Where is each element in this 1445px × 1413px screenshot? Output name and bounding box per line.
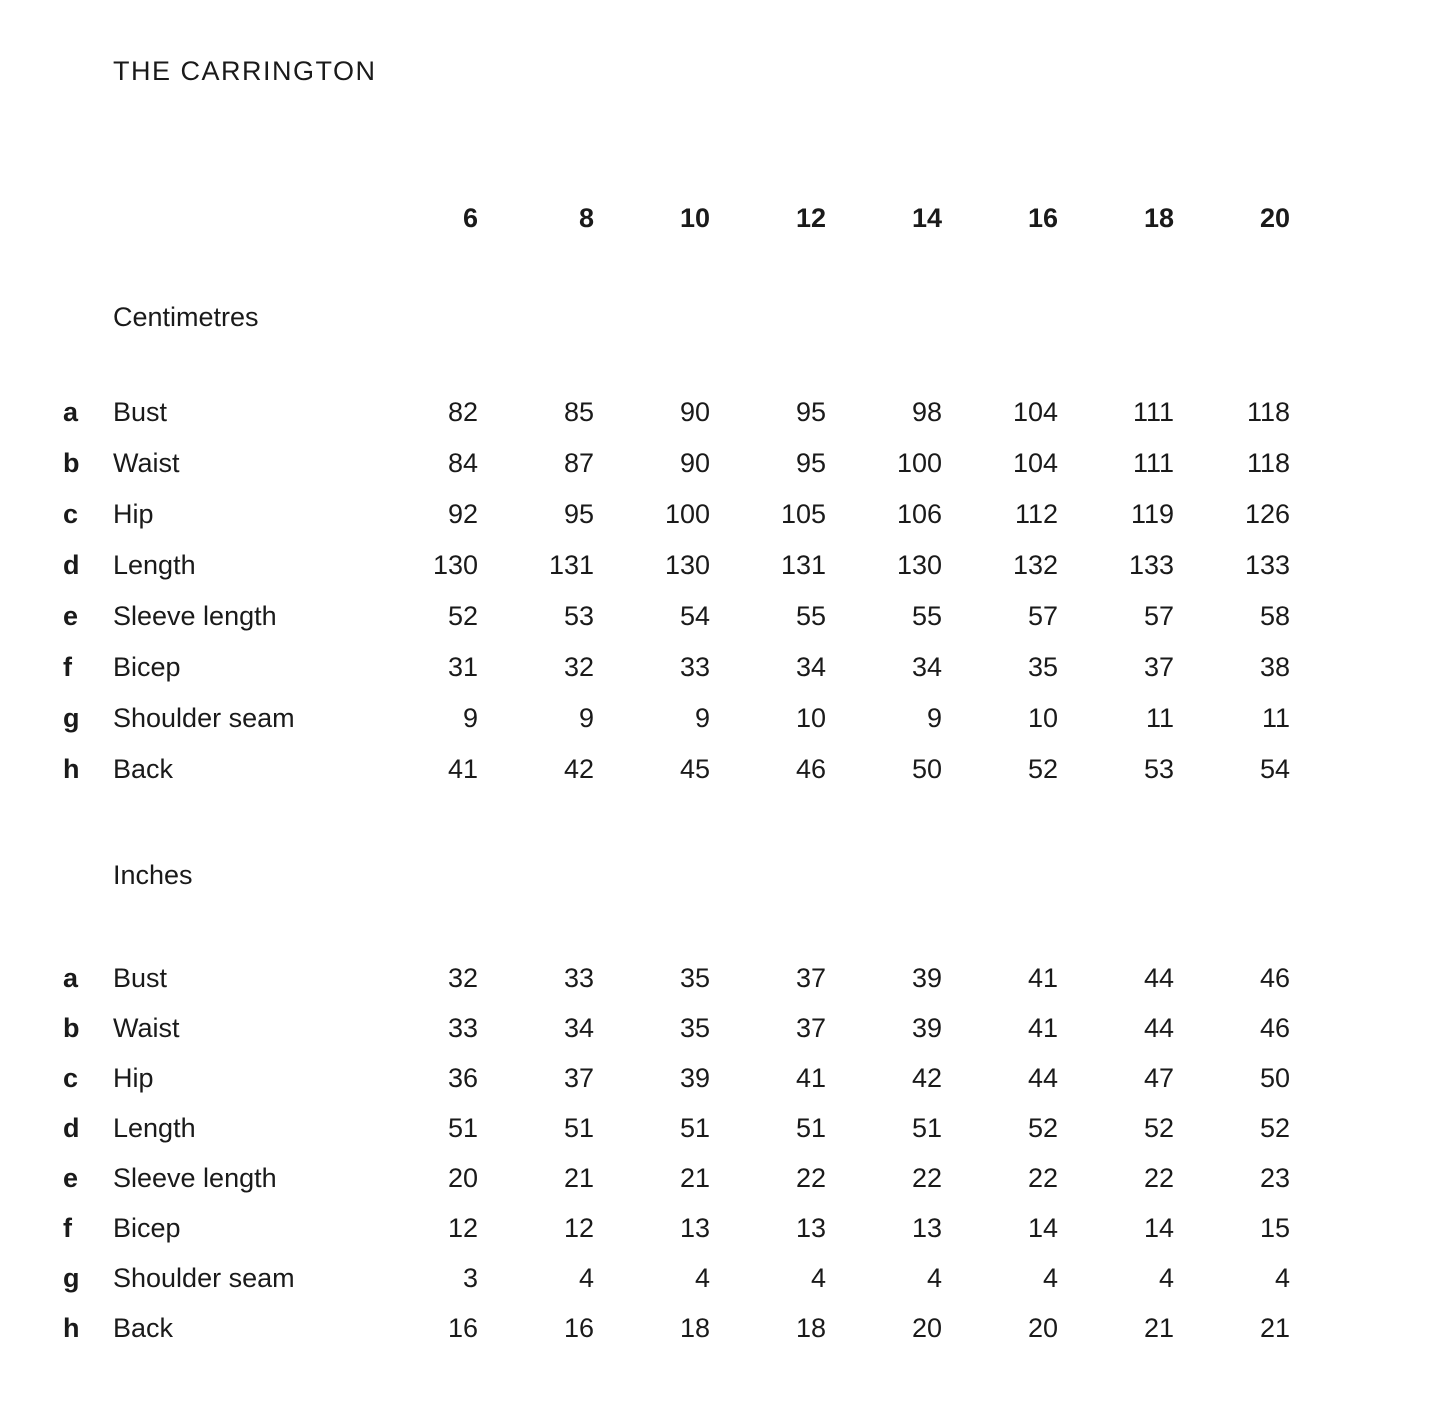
measurement-value: 41 [447, 754, 478, 784]
measurement-row [63, 387, 1290, 438]
measurement-value: 10 [1027, 703, 1058, 733]
measurement-value: 44 [1143, 1012, 1174, 1043]
measurement-value: 35 [679, 962, 710, 993]
spacer-row [63, 901, 1290, 953]
measurement-value: 95 [563, 499, 594, 529]
row-letter: f [63, 1212, 72, 1243]
measurement-value: 104 [1012, 397, 1058, 427]
measurement-value: 33 [447, 1012, 478, 1043]
measurement-value: 16 [447, 1312, 478, 1343]
section-label-row [63, 850, 1290, 901]
measurement-row [63, 1153, 1290, 1203]
measurement-value: 52 [1027, 1112, 1058, 1143]
measurement-value: 37 [1143, 652, 1174, 682]
row-letter: h [63, 1312, 80, 1343]
spacer-cell [63, 901, 1290, 953]
row-label: Sleeve length [113, 1162, 277, 1193]
measurement-value: 13 [795, 1212, 826, 1243]
measurement-value: 33 [679, 652, 710, 682]
row-letter: e [63, 601, 79, 631]
measurement-value: 36 [447, 1062, 478, 1093]
measurement-row [63, 438, 1290, 489]
row-letter: d [63, 550, 80, 580]
header-name-spacer [113, 193, 362, 244]
measurement-value: 11 [1261, 703, 1290, 733]
measurement-value: 34 [911, 652, 942, 682]
spacer-cell [63, 343, 1290, 387]
measurement-value: 3 [462, 1262, 478, 1293]
measurement-value: 9 [926, 703, 942, 733]
measurement-value: 133 [1128, 550, 1174, 580]
measurement-value: 130 [432, 550, 478, 580]
measurement-value: 37 [795, 1012, 826, 1043]
measurement-value: 84 [447, 448, 478, 478]
row-label: Waist [113, 1012, 180, 1043]
section-label-row [63, 292, 1290, 343]
measurement-value: 105 [780, 499, 826, 529]
measurement-value: 37 [795, 962, 826, 993]
measurement-value: 41 [1027, 1012, 1058, 1043]
measurement-value: 82 [447, 397, 478, 427]
page-title: THE CARRINGTON [113, 56, 377, 86]
measurement-value: 51 [911, 1112, 942, 1143]
measurement-value: 14 [1143, 1212, 1174, 1243]
measurement-value: 9 [694, 703, 710, 733]
measurement-value: 39 [911, 1012, 942, 1043]
measurement-value: 9 [578, 703, 594, 733]
measurement-value: 38 [1259, 652, 1290, 682]
measurement-value: 21 [679, 1162, 710, 1193]
spacer-row [63, 795, 1290, 850]
measurement-value: 31 [447, 652, 478, 682]
measurement-value: 100 [896, 448, 942, 478]
measurement-row [63, 744, 1290, 795]
measurement-value: 35 [1027, 652, 1058, 682]
measurement-value: 119 [1130, 499, 1174, 529]
measurement-value: 22 [911, 1162, 942, 1193]
size-column-header: 20 [1259, 203, 1290, 233]
measurement-value: 21 [1259, 1312, 1290, 1343]
measurement-value: 21 [563, 1162, 594, 1193]
size-column-header: 6 [462, 203, 478, 233]
size-chart-table [63, 193, 1290, 1353]
row-label: Length [113, 1112, 196, 1143]
row-letter: h [63, 754, 80, 784]
measurement-value: 95 [795, 448, 826, 478]
size-column-header: 8 [578, 203, 594, 233]
row-label: Back [113, 754, 174, 784]
measurement-value: 22 [795, 1162, 826, 1193]
measurement-value: 34 [563, 1012, 594, 1043]
measurement-row [63, 1103, 1290, 1153]
measurement-value: 53 [563, 601, 594, 631]
measurement-value: 118 [1246, 448, 1290, 478]
measurement-row [63, 1053, 1290, 1103]
measurement-value: 4 [1274, 1262, 1290, 1293]
row-letter: f [63, 652, 72, 682]
row-letter: a [63, 962, 79, 993]
measurement-value: 23 [1259, 1162, 1290, 1193]
row-letter: c [63, 1062, 79, 1093]
measurement-value: 22 [1027, 1162, 1058, 1193]
row-label: Waist [113, 448, 180, 478]
measurement-value: 4 [1158, 1262, 1174, 1293]
spacer-cell [63, 795, 1290, 850]
measurement-row [63, 591, 1290, 642]
measurement-value: 112 [1014, 499, 1058, 529]
measurement-value: 131 [780, 550, 826, 580]
spacer-row [63, 244, 1290, 292]
measurement-value: 52 [1143, 1112, 1174, 1143]
measurement-row [63, 693, 1290, 744]
measurement-value: 42 [563, 754, 594, 784]
measurement-value: 14 [1027, 1212, 1058, 1243]
measurement-value: 18 [795, 1312, 826, 1343]
measurement-row [63, 1253, 1290, 1303]
measurement-value: 37 [563, 1062, 594, 1093]
measurement-value: 22 [1143, 1162, 1174, 1193]
row-label: Back [113, 1312, 174, 1343]
row-letter: g [63, 1262, 80, 1293]
measurement-value: 54 [679, 601, 710, 631]
measurement-row [63, 953, 1290, 1003]
measurement-value: 57 [1027, 601, 1058, 631]
measurement-value: 51 [795, 1112, 826, 1143]
measurement-row [63, 489, 1290, 540]
spacer-row [63, 343, 1290, 387]
measurement-value: 34 [795, 652, 826, 682]
row-label: Shoulder seam [113, 703, 295, 733]
measurement-value: 132 [1012, 550, 1058, 580]
measurement-value: 44 [1143, 962, 1174, 993]
measurement-row [63, 1003, 1290, 1053]
measurement-value: 20 [911, 1312, 942, 1343]
measurement-value: 111 [1132, 448, 1174, 478]
measurement-value: 41 [795, 1062, 826, 1093]
row-letter: d [63, 1112, 80, 1143]
size-column-header: 10 [679, 203, 710, 233]
measurement-value: 52 [1027, 754, 1058, 784]
row-label: Bust [113, 397, 168, 427]
measurement-value: 126 [1244, 499, 1290, 529]
measurement-value: 53 [1143, 754, 1174, 784]
measurement-value: 46 [1259, 1012, 1290, 1043]
measurement-value: 42 [911, 1062, 942, 1093]
measurement-value: 32 [447, 962, 478, 993]
row-label: Sleeve length [113, 601, 277, 631]
row-label: Shoulder seam [113, 1262, 295, 1293]
header-letter-spacer [63, 193, 113, 244]
measurement-value: 41 [1027, 962, 1058, 993]
row-letter: b [63, 448, 80, 478]
measurement-value: 20 [1027, 1312, 1058, 1343]
measurement-value: 51 [447, 1112, 478, 1143]
measurement-value: 32 [563, 652, 594, 682]
measurement-value: 4 [810, 1262, 826, 1293]
measurement-value: 9 [462, 703, 478, 733]
size-column-header: 14 [911, 203, 942, 233]
measurement-value: 33 [563, 962, 594, 993]
measurement-value: 46 [795, 754, 826, 784]
measurement-value: 39 [911, 962, 942, 993]
measurement-value: 58 [1259, 601, 1290, 631]
row-letter: b [63, 1012, 80, 1043]
measurement-value: 106 [896, 499, 942, 529]
measurement-value: 39 [679, 1062, 710, 1093]
measurement-value: 118 [1246, 397, 1290, 427]
row-label: Hip [113, 499, 154, 529]
measurement-value: 18 [679, 1312, 710, 1343]
measurement-row [63, 540, 1290, 591]
measurement-value: 45 [679, 754, 710, 784]
measurement-value: 52 [1259, 1112, 1290, 1143]
row-letter: a [63, 397, 79, 427]
measurement-value: 21 [1143, 1312, 1174, 1343]
size-column-header: 12 [795, 203, 826, 233]
measurement-value: 131 [548, 550, 594, 580]
measurement-value: 87 [563, 448, 594, 478]
measurement-value: 12 [563, 1212, 594, 1243]
measurement-value: 47 [1143, 1062, 1174, 1093]
measurement-value: 16 [563, 1312, 594, 1343]
measurement-value: 15 [1259, 1212, 1290, 1243]
measurement-row [63, 642, 1290, 693]
section-letter-spacer [63, 292, 113, 343]
measurement-value: 85 [563, 397, 594, 427]
measurement-value: 12 [447, 1212, 478, 1243]
measurement-value: 98 [911, 397, 942, 427]
measurement-value: 50 [911, 754, 942, 784]
measurement-value: 13 [911, 1212, 942, 1243]
row-label: Bicep [113, 1212, 181, 1243]
row-label: Bust [113, 962, 168, 993]
measurement-value: 90 [679, 448, 710, 478]
measurement-value: 95 [795, 397, 826, 427]
section-label: Centimetres [113, 302, 259, 332]
measurement-value: 50 [1259, 1062, 1290, 1093]
measurement-value: 111 [1132, 397, 1174, 427]
measurement-value: 4 [578, 1262, 594, 1293]
measurement-value: 100 [664, 499, 710, 529]
measurement-value: 4 [694, 1262, 710, 1293]
size-column-header: 18 [1143, 203, 1174, 233]
measurement-value: 133 [1244, 550, 1290, 580]
section-letter-spacer [63, 850, 113, 901]
measurement-value: 130 [664, 550, 710, 580]
row-label: Hip [113, 1062, 154, 1093]
measurement-value: 90 [679, 397, 710, 427]
measurement-value: 13 [679, 1212, 710, 1243]
measurement-value: 104 [1012, 448, 1058, 478]
measurement-value: 54 [1259, 754, 1290, 784]
measurement-value: 55 [911, 601, 942, 631]
measurement-value: 51 [563, 1112, 594, 1143]
section-fill [362, 850, 1290, 901]
measurement-value: 55 [795, 601, 826, 631]
row-label: Length [113, 550, 196, 580]
measurement-value: 4 [926, 1262, 942, 1293]
measurement-row [63, 1203, 1290, 1253]
measurement-value: 57 [1143, 601, 1174, 631]
row-letter: e [63, 1162, 79, 1193]
measurement-row [63, 1303, 1290, 1353]
row-letter: g [63, 703, 80, 733]
measurement-value: 10 [795, 703, 826, 733]
size-column-header: 16 [1027, 203, 1058, 233]
measurement-value: 35 [679, 1012, 710, 1043]
measurement-value: 20 [447, 1162, 478, 1193]
section-label: Inches [113, 860, 193, 890]
row-letter: c [63, 499, 79, 529]
spacer-cell [63, 244, 1290, 292]
measurement-value: 44 [1027, 1062, 1058, 1093]
measurement-value: 46 [1259, 962, 1290, 993]
section-fill [362, 292, 1290, 343]
row-label: Bicep [113, 652, 181, 682]
measurement-value: 11 [1145, 703, 1174, 733]
measurement-value: 130 [896, 550, 942, 580]
measurement-value: 51 [679, 1112, 710, 1143]
measurement-value: 92 [447, 499, 478, 529]
measurement-value: 52 [447, 601, 478, 631]
size-header-row [63, 193, 1290, 244]
measurement-value: 4 [1042, 1262, 1058, 1293]
